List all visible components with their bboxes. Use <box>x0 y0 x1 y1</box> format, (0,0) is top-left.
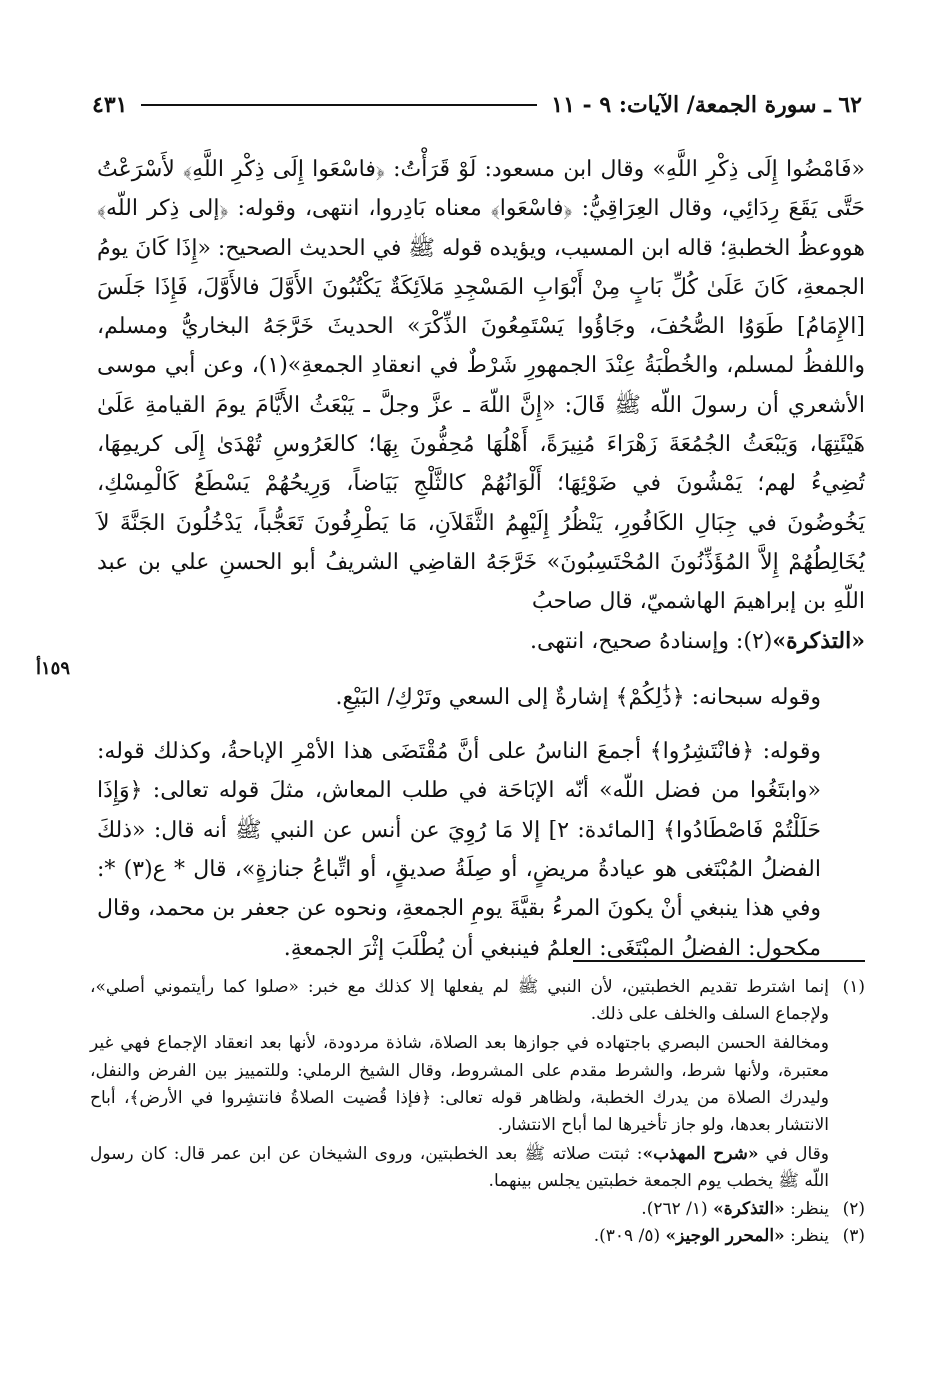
footnote-text: وقال في <box>765 1144 830 1165</box>
footnote-1-part-a: إنما اشترط تقديم الخطبتين، لأن النبي ﷺ لم يفعلها إلا كذلك مع خبر: «صلوا كما رأيتموني أصلي»، ولإجماع السلف والخلف على ذلك. <box>90 977 829 1025</box>
footnote-3 <box>90 1223 865 1250</box>
footnote-text: ينظر: <box>790 1198 829 1219</box>
footnote-body <box>90 1223 829 1250</box>
footnote-1 <box>90 974 865 1196</box>
footnote-text: (٥/ ٣٠٩). <box>593 1225 661 1246</box>
footnote-1-part-c <box>90 1141 829 1195</box>
page-number: ٤٣١ <box>92 92 128 118</box>
footnote-text: : ثبتت صلاته ﷺ بعد الخطبتين، وروى الشيخان عن ابن عمر قال: كان رسول اللّه ﷺ يخطب يوم الجمعة خطبتين يجلس بينهما. <box>90 1144 829 1192</box>
footnote-1-part-b: ومخالفة الحسن البصري باجتهاده في جوازها بعد الصلاة، شاذة مردودة، لأنها بعد انعقاد الإجماع فهي غير معتبرة، ولأنها شرط، والشرط مقدم على المشروط، وقال الشيخ الرملي: وللتمييز بين الفرض والنفل، وليدرك الصلاة من يدرك الخطبة، ولظاهر قوله تعالى: ﴿فإذا قُضيت الصلاةُ فانتشِروا في الأرض﴾، أباح الانتشار بعدها، ولو جاز تأخيرها لما أباح الانتشار. <box>90 1033 829 1136</box>
tadhkira-ref-title: «التذكرة» <box>713 1198 785 1219</box>
running-header <box>92 88 862 122</box>
footnotes <box>90 974 865 1250</box>
footnote-text: ينظر: <box>790 1225 829 1246</box>
footnote-number: (٣) <box>842 1225 865 1246</box>
main-text <box>97 150 865 968</box>
paragraph-1-body: «فَامْضُوا إِلَى ذِكْرِ اللَّهِ» وقال ابن مسعود: لَوْ قَرَأْتُ: ﴿فاسْعَوا إِلَى ذِكْرِ اللَّهِ﴾ لأَسْرَعْتُ حَتَّى يَقَعَ رِدَائِي، وقال العِرَاقِيُّ: ﴿فاسْعَوا﴾ معناه بَادِروا، انتهى، وقوله: ﴿إلى ذِكر اللّه﴾ هووعظُ الخطبةِ؛ قاله ابن المسيب، ويؤيده قوله ﷺ في الحديث الصحيح: «إِذَا كَانَ يومُ الجمعةِ، كَانَ عَلَىٰ كُلِّ بَابٍ مِنْ أَبْوَابِ المَسْجِدِ مَلاَئِكَةٌ يَكْتُبُونَ الأَوَّلَ فالأَوَّلَ، فَإِذَا جَلَسَ [الإِمَامُ] طَوَوُا الصُّحُفَ، وجَاؤُوا يَسْتَمِعُونَ الذِّكْرَ» الحديثَ خَرَّجَهُ البخاريُّ ومسلم، واللفظُ لمسلم، والخُطْبَةُ عِنْدَ الجمهورِ شَرْطٌ في انعقادِ الجمعةِ»(١)، وعن أبي موسى الأشعري أن رسولَ اللّه ﷺ قَالَ: «إِنَّ اللّهَ ـ عزَّ وجلَّ ـ يَبْعَثُ الأَيَّامَ يومَ القيامةِ عَلَىٰ هَيْئَتِهَا، وَيَبْعَثُ الجُمُعَةَ زَهْرَاءَ مُنِيرَةً، أَهْلُهَا مُحِفُّونَ بِهَا؛ كالعَرُوسِ تُهْدَىٰ إِلَى كريمِهَا، تُضِيءُ لهم؛ يَمْشُونَ في ضَوْئِهَا؛ أَلْوَانُهُمْ كالثَّلْجِ بَيَاضاً، وَرِيحُهُمْ يَسْطَعُ كَالْمِسْكِ، يَخُوضُونَ في جِبَالِ الكَافُورِ، يَنْظُرُ إِلَيْهِمُ الثَّقَلاَنِ، مَا يَطْرِفُونَ تَعَجُّباً، يَدْخُلُونَ الجَنَّةَ لاَ يُخَالِطُهُمْ إِلاَّ المُؤَذِّنُونَ المُحْتَسِبُونَ» خَرَّجَهُ القاضِي الشريفُ أبو الحسنِ علي بن عبد اللّهِ بن إبراهيمَ الهاشميّ، قال صاحبُ <box>97 157 865 615</box>
paragraph-2: وقوله سبحانه: ﴿ذَٰلِكُمْ﴾ إشارةٌ إلى السعي وتَرْكِ/ البَيْعِ. <box>335 684 821 710</box>
sharh-muhadhdhab-title: «شرح المهذب» <box>642 1144 759 1165</box>
paragraph-3: وقوله: ﴿فانْتَشِرُوا﴾ أجمعَ الناسُ على أنَّ مُقْتَضَى هذا الأمْرِ الإباحةُ، وكذلك قوله: «وابتَغُوا من فضل اللّه» أنّه الإبَاحَة في طلب المعاش، مثلَ قوله تعالى: ﴿وَإِذَا حَلَلْتُمْ فَاصْطَادُوا﴾ [المائدة: ٢] إلا مَا رُوِيَ عن أنس عن النبي ﷺ أنه قال: «ذلكَ الفضلُ المُبْتَغى هو عيادةُ مريضٍ، أو صِلَةُ صديقٍ، أو اتِّباعُ جنازةٍ»، قال * ع(٣) *: وفي هذا ينبغي أنْ يكونَ المرءُ بقيَّةَ يومِ الجمعةِ، ونحوه عن جعفر بن محمد، وقال مكحول: الفضلُ المبْتَغَى: العلمُ فينبغي أن يُطْلَبَ إثْرَ الجمعةِ. <box>97 739 821 961</box>
header-rule <box>141 104 537 106</box>
footnote-divider <box>573 960 865 962</box>
paragraph-1-tail: (٢): وإسنادهُ صحيح، انتهى. <box>529 628 773 654</box>
manuscript-folio-note: ١٥٩أ <box>36 658 71 679</box>
footnote-number: (٢) <box>842 1198 865 1219</box>
tadhkira-title: «التذكرة» <box>772 627 865 654</box>
footnote-2 <box>90 1196 865 1223</box>
footnote-body <box>90 1196 829 1223</box>
footnote-body <box>90 974 829 1196</box>
paragraph-1 <box>97 150 865 661</box>
footnote-text: (١/ ٢٦٢). <box>641 1198 708 1219</box>
muharrar-wajiz-title: «المحرر الوجيز» <box>665 1225 785 1246</box>
footnote-number: (١) <box>842 977 865 997</box>
header-title: ٦٢ ـ سورة الجمعة/ الآيات: ٩ - ١١ <box>551 92 862 118</box>
